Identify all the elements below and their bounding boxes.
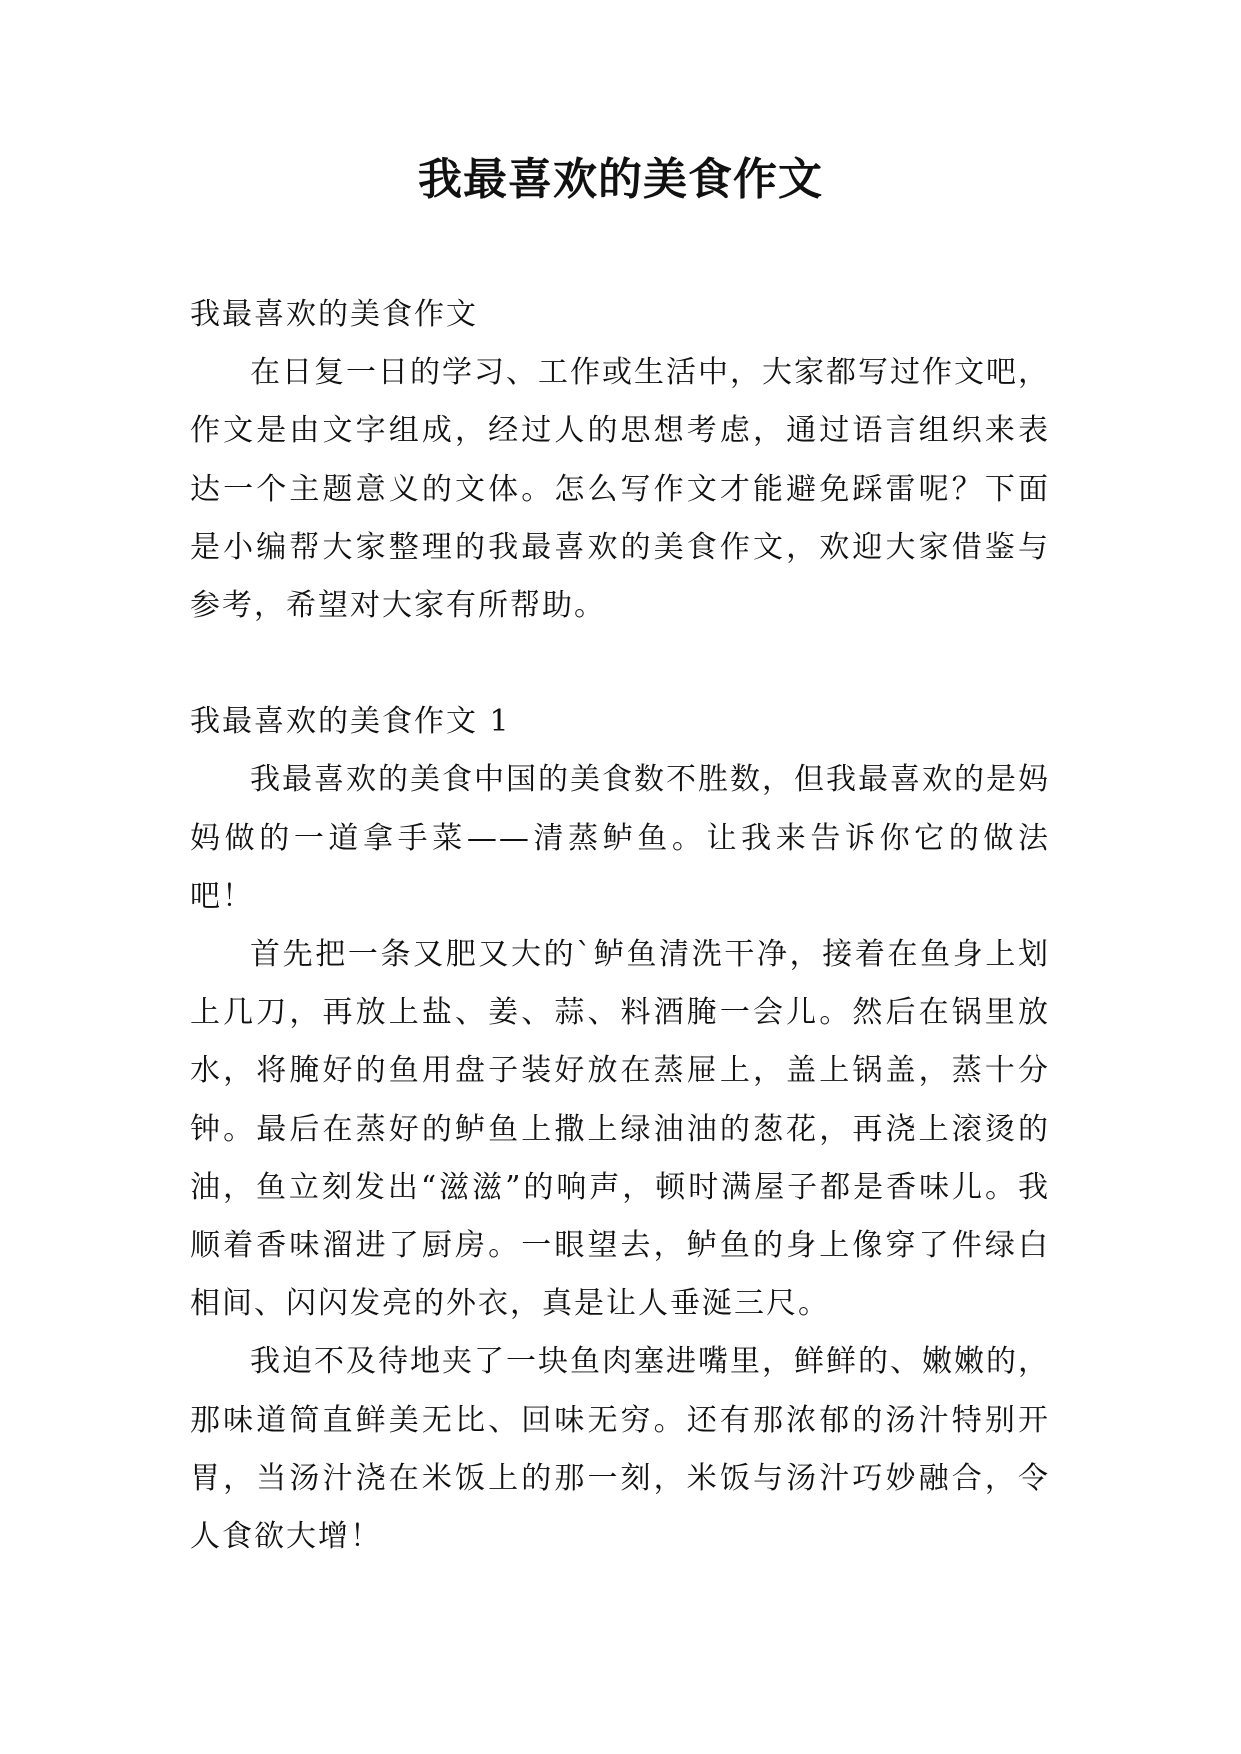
page-title: 我最喜欢的美食作文: [418, 154, 823, 205]
section-paragraph: 我最喜欢的美食中国的美食数不胜数，但我最喜欢的是妈妈做的一道拿手菜——清蒸鲈鱼。让我来告诉你它的做法吧！: [190, 762, 1050, 914]
section-paragraph: 首先把一条又肥又大的`鲈鱼清洗干净，接着在鱼身上划上几刀，再放上盐、姜、蒜、料酒腌一会儿。然后在锅里放水，将腌好的鱼用盘子装好放在蒸屉上，盖上锅盖，蒸十分钟。最后在蒸好的鲈鱼上撒上绿油油的葱花，再浇上滚烫的油，鱼立刻发出“滋滋”的响声，顿时满屋子都是香味儿。我顺着香味溜进了厨房。一眼望去，鲈鱼的身上像穿了件绿白相间、闪闪发亮的外衣，真是让人垂涎三尺。: [190, 937, 1050, 1322]
section-heading: 我最喜欢的美食作文 1: [190, 704, 511, 740]
section-spacer: [190, 635, 1050, 693]
intro-heading: 我最喜欢的美食作文: [190, 297, 478, 332]
intro-paragraph: 在日复一日的学习、工作或生活中，大家都写过作文吧，作文是由文字组成，经过人的思想考虑，通过语言组织来表达一个主题意义的文体。怎么写作文才能避免踩雷呢？下面是小编帮大家整理的我最喜欢的美食作文，欢迎大家借鉴与参考，希望对大家有所帮助。: [190, 355, 1050, 624]
document-body: [190, 286, 1050, 1566]
section-paragraph: 我迫不及待地夹了一块鱼肉塞进嘴里，鲜鲜的、嫩嫩的，那味道简直鲜美无比、回味无穷。还有那浓郁的汤汁特别开胃，当汤汁浇在米饭上的那一刻，米饭与汤汁巧妙融合，令人食欲大增！: [190, 1344, 1050, 1555]
